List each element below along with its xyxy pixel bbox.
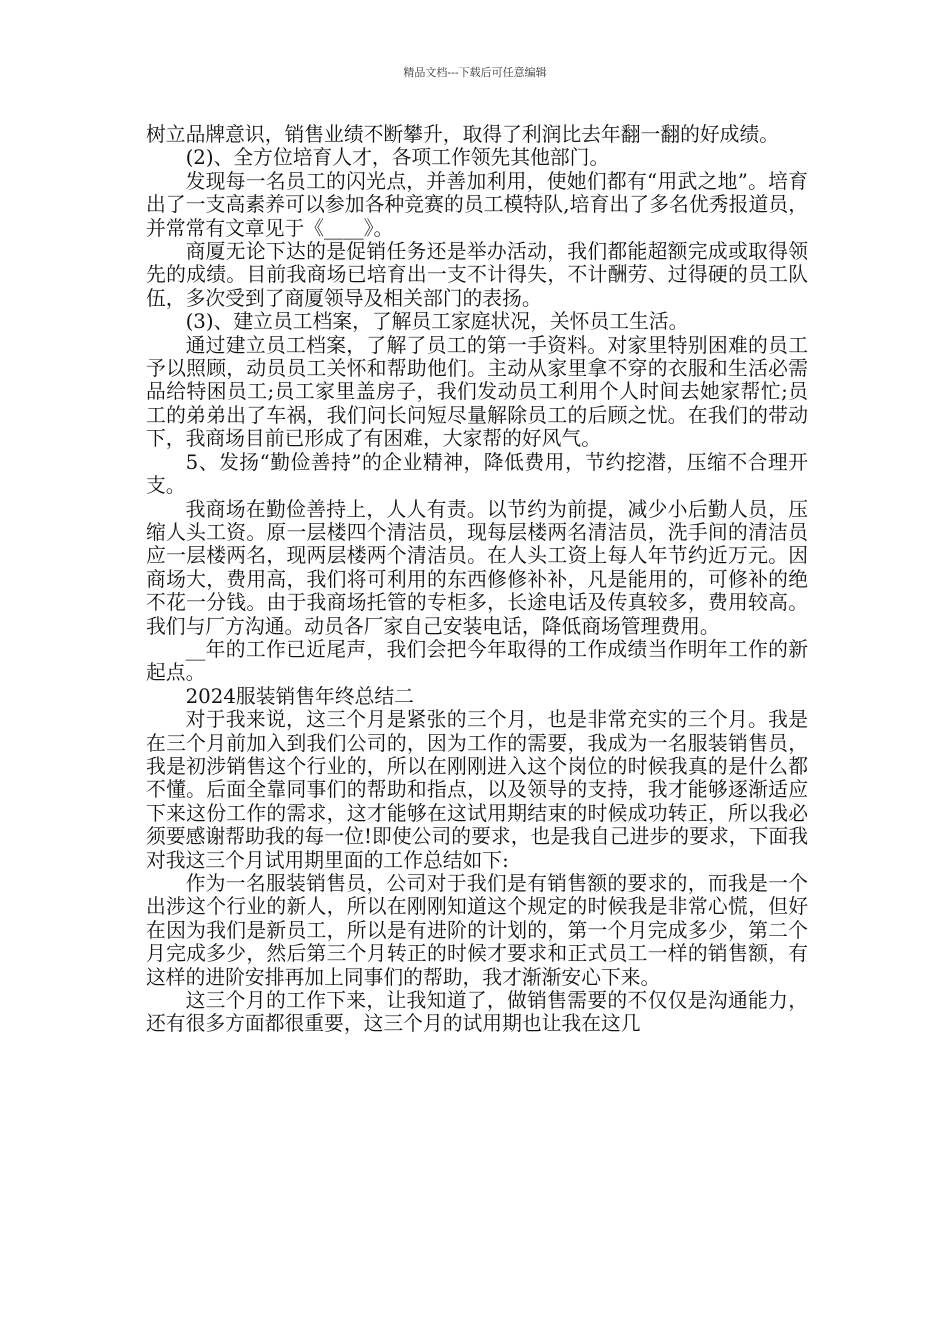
page-header: 精品文档---下载后可任意编辑 — [403, 66, 547, 79]
paragraph-lessons: 这三个月的工作下来，让我知道了，做销售需要的不仅仅是沟通能力，还有很多方面都很重要，这三个月的试用期也让我在这几 — [146, 989, 808, 1036]
paragraph-three-months: 对于我来说，这三个月是紧张的三个月，也是非常充实的三个月。我是在三个月前加入到我们公司的，因为工作的需要，我成为一名服装销售员，我是初涉销售这个行业的，所以在刚刚进入这个岗位的时候我真的是什么都不懂。后面全靠同事们的帮助和指点，以及领导的支持，我才能够逐渐适应下来这份工作的需求，这才能够在这试用期结束的时候成功转正，所以我必须要感谢帮助我的每一位!即使公司的要求，也是我自己进步的要求，下面我对我这三个月试用期里面的工作总结如下: — [146, 708, 808, 872]
document-body — [146, 123, 808, 1036]
paragraph-section-5-heading: 5、发扬“勤俭善持”的企业精神，降低费用，节约挖潜，压缩不合理开支。 — [146, 450, 808, 498]
paragraph-employee-talent: 发现每一名员工的闪光点，并善加利用，使她们都有“用武之地”。培育出了一支高素养可以参加各种竞赛的员工模特队,培育出了多名优秀报道员，并常常有文章见于《____》。 — [146, 169, 808, 240]
paragraph-sales-target: 作为一名服装销售员，公司对于我们是有销售额的要求的，而我是一个出涉这个行业的新人，所以在刚刚知道这个规定的时候我是非常心慌，但好在因为我们是新员工，所以是有进阶的计划的，第一个月完成多少，第二个月完成多少，然后第三个月转正的时候才要求和正式员工一样的销售额，有这样的进阶安排再加上同事们的帮助，我才渐渐安心下来。 — [146, 872, 808, 989]
paragraph-section-3-heading: (3)、建立员工档案，了解员工家庭状况，关怀员工生活。 — [185, 310, 689, 334]
paragraph-section-2-heading: (2)、全方位培育人才，各项工作领先其他部门。 — [185, 146, 610, 170]
paragraph-brand-awareness: 树立品牌意识，销售业绩不断攀升，取得了利润比去年翻一翻的好成绩。 — [146, 123, 780, 146]
paragraph-promotion-results: 商厦无论下达的是促销任务还是举办活动，我们都能超额完成或取得领先的成绩。目前我商场已培育出一支不计得失，不计酬劳、过得硬的员工队伍，多次受到了商厦领导及相关部门的表扬。 — [146, 240, 808, 310]
section-title-summary-two: 2024服装销售年终总结二 — [185, 684, 414, 708]
paragraph-employee-files: 通过建立员工档案，了解了员工的第一手资料。对家里特别困难的员工予以照顾，动员员工关怀和帮助他们。主动从家里拿不穿的衣服和生活必需品给特困员工;员工家里盖房子，我们发动员工利用个人时间去她家帮忙;员工的弟弟出了车祸，我们问长问短尽量解除员工的后顾之忧。在我们的带动下，我商场目前已形成了有困难，大家帮的好风气。 — [146, 333, 808, 451]
paragraph-year-end: __年的工作已近尾声，我们会把今年取得的工作成绩当作明年工作的新起点。 — [146, 637, 808, 685]
paragraph-cost-saving: 我商场在勤俭善持上，人人有责。以节约为前提，减少小后勤人员，压缩人头工资。原一层楼四个清洁员，现每层楼两名清洁员，洗手间的清洁员应一层楼两名，现两层楼两个清洁员。在人头工资上每人年节约近万元。因商场大，费用高，我们将可利用的东西修修补补，凡是能用的，可修补的绝不花一分钱。由于我商场托管的专柜多，长途电话及传真较多，费用较高。我们与厂方沟通。动员各厂家自己安装电话，降低商场管理费用。 — [146, 497, 808, 638]
